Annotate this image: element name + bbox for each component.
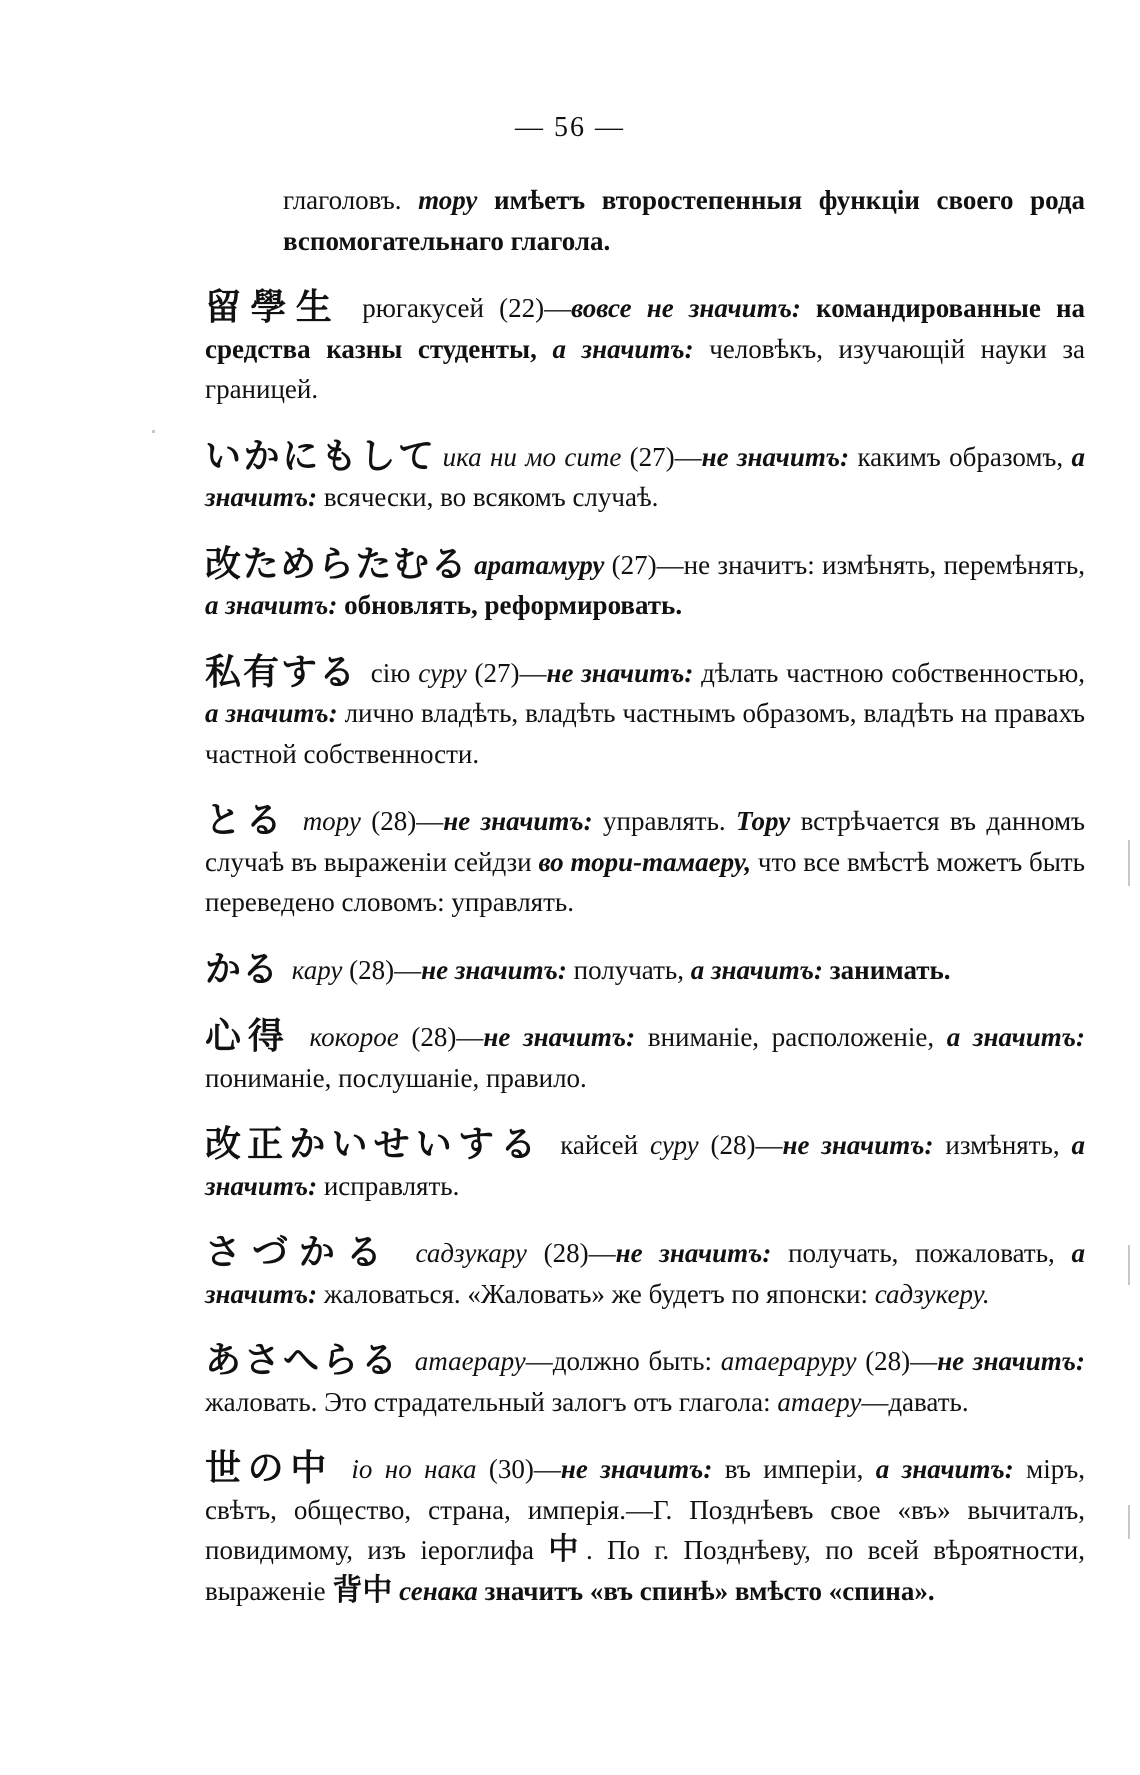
entry-headword: 世の中 bbox=[205, 1448, 333, 1489]
text-run: . По г. Позднѣеву, по всей вѣроятности, выраженіе bbox=[205, 1535, 1085, 1606]
text-run: въ имперіи, bbox=[712, 1454, 876, 1484]
page-text bbox=[205, 180, 1085, 1626]
text-run: значитъ «въ спинѣ» вмѣсто «спина». bbox=[477, 1575, 935, 1606]
text-run: кару bbox=[285, 954, 343, 985]
kanji-glyph: 背中 bbox=[332, 1572, 393, 1608]
text-run: кокорое bbox=[296, 1022, 399, 1052]
entry-headword: あさへらる bbox=[205, 1340, 401, 1381]
text-run: исправлять. bbox=[317, 1170, 460, 1201]
text-run: что все вмѣстѣ можетъ быть переведено словомъ: управлять. bbox=[205, 846, 1085, 917]
kanji-glyph: 中 bbox=[548, 1532, 586, 1567]
text-run: не значитъ: bbox=[483, 1022, 636, 1052]
text-run: не значитъ: bbox=[782, 1130, 934, 1160]
text-run: пониманіе, послушаніе, правило. bbox=[205, 1062, 587, 1093]
text-run: (27)—не значитъ: измѣнять, перемѣнять, bbox=[604, 549, 1085, 580]
entry-headword: 私有する bbox=[205, 651, 358, 693]
text-run: а значитъ: bbox=[875, 1454, 1014, 1484]
text-run: (28)— bbox=[698, 1130, 783, 1160]
text-run: вовсе не значитъ: bbox=[571, 293, 801, 323]
text-run: суру bbox=[650, 1130, 699, 1160]
text-run: не значитъ: bbox=[546, 657, 694, 688]
text-run: кайсей bbox=[548, 1130, 651, 1160]
scan-edge-mark bbox=[1128, 1505, 1130, 1539]
text-run: какимъ образомъ, bbox=[849, 441, 1072, 472]
text-run: сенака bbox=[399, 1575, 478, 1606]
text-run: дѣлать частною собственностью, bbox=[693, 657, 1085, 688]
text-run: измѣнять, bbox=[933, 1130, 1072, 1160]
text-run: не значитъ: bbox=[443, 806, 593, 836]
text-run: атаераруру bbox=[720, 1346, 857, 1376]
text-run: а значитъ: bbox=[205, 698, 338, 728]
text-run: (28)— bbox=[526, 1238, 616, 1268]
text-run: командированные на средства казны студенты, bbox=[205, 293, 1085, 364]
text-run: суру bbox=[418, 657, 467, 688]
text-run: (27)— bbox=[621, 441, 702, 472]
text-run: тору bbox=[418, 185, 478, 215]
text-run: рюгакусей (22)— bbox=[347, 293, 572, 323]
scan-edge-mark bbox=[1128, 1245, 1130, 1285]
entry-ikanimoshite bbox=[205, 437, 1085, 518]
text-run: занимать. bbox=[823, 954, 951, 985]
intro-paragraph bbox=[205, 180, 1085, 261]
text-run: (27)— bbox=[466, 657, 547, 688]
text-run: не значитъ: bbox=[701, 441, 850, 472]
text-run: во тори-тамаеру, bbox=[538, 846, 752, 877]
entry-headword: かる bbox=[205, 948, 280, 990]
text-run: имѣетъ второстепенныя функціи своего рода вспомогательнаго глагола. bbox=[283, 185, 1085, 256]
text-run: садзукару bbox=[398, 1238, 527, 1268]
entry-headword: 留學生 bbox=[205, 287, 342, 328]
text-run: не значитъ: bbox=[560, 1454, 713, 1484]
text-run: міръ, свѣтъ, общество, страна, имперія.—Г. Позднѣевъ свое «въ» вычиталъ, повидимому, изъ іероглифа bbox=[205, 1454, 1085, 1565]
text-run: а значитъ: bbox=[205, 1238, 1085, 1309]
text-run: не значитъ: bbox=[615, 1238, 772, 1268]
text-run: (28)— bbox=[856, 1346, 938, 1376]
entry-kokoroe bbox=[205, 1017, 1085, 1098]
text-run: іо но нака bbox=[338, 1454, 477, 1484]
entry-ataeraru bbox=[205, 1341, 1085, 1422]
text-run: атаерару bbox=[406, 1346, 526, 1376]
text-run: тору bbox=[292, 806, 361, 836]
scan-edge-mark bbox=[1128, 840, 1130, 886]
text-run: а значитъ: bbox=[946, 1022, 1086, 1052]
text-run: (28)— bbox=[342, 954, 422, 985]
entry-headword: 心得 bbox=[205, 1016, 291, 1057]
text-run: лично владѣть, владѣть частнымъ образомъ, владѣть на правахъ частной собственности. bbox=[205, 698, 1086, 769]
text-run: всячески, во всякомъ случаѣ. bbox=[317, 482, 659, 512]
text-run: жаловаться. «Жаловать» же будетъ по японски: bbox=[317, 1278, 875, 1309]
text-run: —должно быть: bbox=[525, 1346, 721, 1376]
text-run: получать, bbox=[566, 954, 691, 985]
scan-dot bbox=[152, 430, 155, 433]
entry-headword: 改正かいせいする bbox=[205, 1124, 543, 1165]
text-run: а значитъ: bbox=[205, 590, 338, 620]
entry-headword: とる bbox=[205, 800, 287, 841]
entry-headword: いかにもして bbox=[205, 435, 437, 477]
text-run: атаеру bbox=[777, 1386, 862, 1417]
entry-headword: 改ためらたむる bbox=[205, 543, 469, 585]
text-run: (28)— bbox=[360, 806, 444, 836]
entry-yo-no-naka bbox=[205, 1449, 1085, 1611]
text-run: а значитъ: bbox=[552, 333, 694, 364]
entry-sazukaru bbox=[205, 1233, 1085, 1314]
entry-aratamuru bbox=[205, 545, 1085, 626]
text-run: ика ни мо сите bbox=[442, 441, 622, 472]
page-number: — 56 — bbox=[515, 112, 625, 143]
text-run: обновлять, реформировать. bbox=[337, 590, 683, 620]
text-run: (30)— bbox=[476, 1454, 561, 1484]
text-run: а значитъ: bbox=[690, 954, 824, 985]
entry-karu bbox=[205, 950, 1085, 991]
text-run: вниманіе, расположеніе, bbox=[635, 1022, 947, 1052]
text-run: встрѣчается въ данномъ случаѣ въ выраженіи сейдзи bbox=[205, 806, 1085, 877]
text-run: —давать. bbox=[861, 1386, 969, 1417]
text-run: а значитъ: bbox=[205, 441, 1085, 512]
entry-kaisei-suru bbox=[205, 1125, 1085, 1206]
text-run: (28)— bbox=[398, 1022, 484, 1052]
text-run: управлять. bbox=[592, 806, 737, 836]
text-run: получать, пожаловать, bbox=[771, 1238, 1072, 1268]
entry-shiyu-suru bbox=[205, 653, 1085, 775]
text-run: человѣкъ, изучающій науки за границей. bbox=[205, 333, 1086, 404]
entry-headword: さづかる bbox=[205, 1232, 393, 1273]
text-run: а значитъ: bbox=[205, 1130, 1085, 1201]
entry-toru bbox=[205, 801, 1085, 923]
text-run: глаголовъ. bbox=[283, 185, 419, 215]
text-run: не значитъ: bbox=[937, 1346, 1085, 1376]
text-run: Тору bbox=[736, 806, 791, 836]
text-run: сію bbox=[363, 657, 419, 688]
text-run: не значитъ: bbox=[421, 954, 567, 985]
text-run: аратамуру bbox=[474, 549, 605, 580]
text-run: садзукеру. bbox=[874, 1278, 990, 1309]
text-run: жаловать. Это страдательный залогъ отъ глагола: bbox=[205, 1386, 778, 1417]
entry-ryugakusei bbox=[205, 288, 1085, 410]
